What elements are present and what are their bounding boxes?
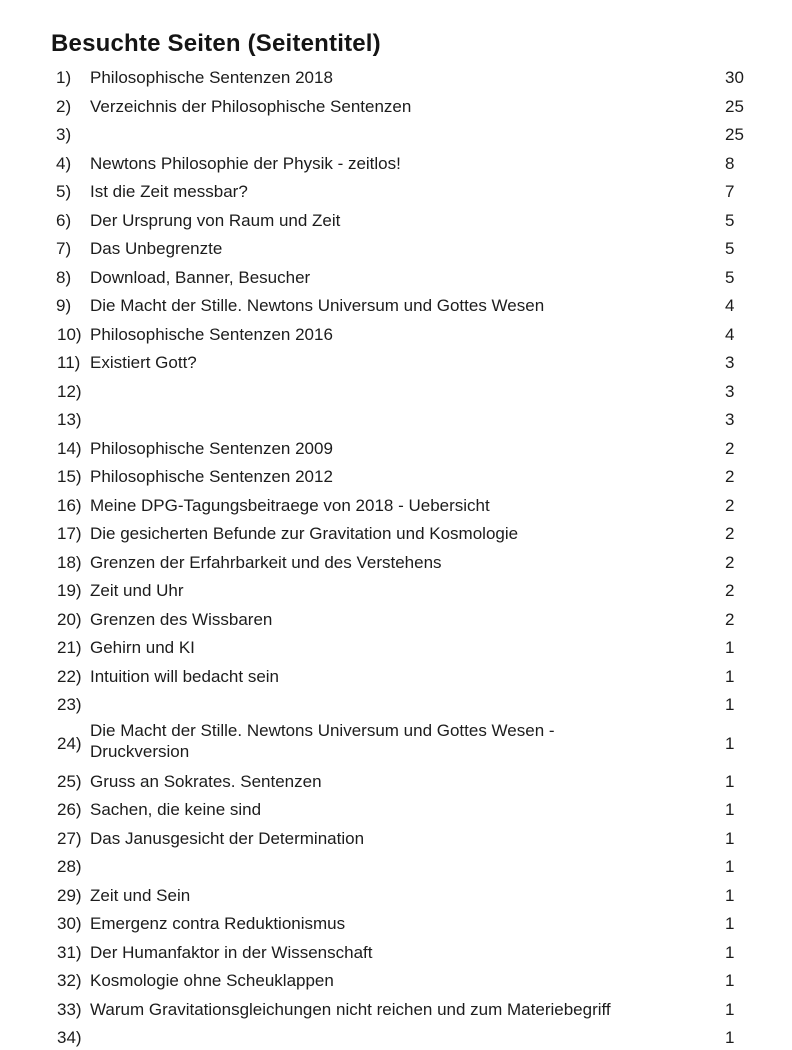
list-item <box>0 150 792 179</box>
rank-number: 2) <box>56 96 72 116</box>
rank-number: 22) <box>57 666 82 686</box>
list-item <box>0 634 792 663</box>
page-title-entry: Zeit und Sein <box>90 885 191 905</box>
visit-count: 3 <box>725 410 735 429</box>
list-item <box>0 378 792 407</box>
visit-count: 1 <box>725 999 735 1019</box>
visit-count: 1 <box>725 666 735 686</box>
rank-number: 21) <box>57 638 82 657</box>
page-title-entry: Warum Gravitationsgleichungen nicht reichen und zum Materiebegriff <box>90 999 611 1019</box>
list-item <box>0 768 792 797</box>
rank-number: 12) <box>57 381 82 401</box>
visit-count: 1 <box>725 914 735 933</box>
visit-count: 2 <box>725 467 735 486</box>
rank-number: 32) <box>57 971 82 990</box>
rank-number: 27) <box>57 828 82 848</box>
visit-count: 25 <box>725 96 744 116</box>
visit-count: 5 <box>725 267 735 287</box>
rank-number: 1) <box>56 68 72 87</box>
visit-count: 2 <box>725 552 735 572</box>
visit-count: 3 <box>725 353 735 372</box>
list-item <box>0 910 792 939</box>
page-title-entry: Das Janusgesicht der Determination <box>90 828 365 848</box>
visit-count: 25 <box>725 125 744 144</box>
page-title-entry: Grenzen der Erfahrbarkeit und des Verstehens <box>90 552 442 572</box>
list-item <box>0 406 792 435</box>
visit-count: 1 <box>725 942 735 962</box>
rank-number: 31) <box>57 942 82 962</box>
rank-number: 30) <box>57 914 82 933</box>
visit-count: 2 <box>725 524 735 543</box>
visit-count: 1 <box>725 885 735 905</box>
visit-count: 1 <box>725 971 735 990</box>
visit-count: 1 <box>725 733 735 753</box>
rank-number: 19) <box>57 581 82 600</box>
visit-count: 3 <box>725 381 735 401</box>
rank-number: 7) <box>56 239 72 258</box>
list-item <box>0 235 792 264</box>
list-item <box>0 1024 792 1050</box>
page-title-entry: Existiert Gott? <box>90 353 197 372</box>
list-item <box>0 178 792 207</box>
page-title-entry: Die Macht der Stille. Newtons Universum und Gottes Wesen - Druckversion <box>90 720 555 761</box>
list-item <box>0 264 792 293</box>
page-title-entry: Verzeichnis der Philosophische Sentenzen <box>90 96 412 116</box>
list-item <box>0 292 792 321</box>
list-item <box>0 492 792 521</box>
list-item <box>0 435 792 464</box>
rank-number: 33) <box>57 999 82 1019</box>
rank-number: 3) <box>56 125 72 144</box>
rank-number: 10) <box>57 324 82 344</box>
rank-number: 25) <box>57 771 82 791</box>
visit-count: 2 <box>725 581 735 600</box>
page-title-entry: Das Unbegrenzte <box>90 239 223 258</box>
list-item <box>0 939 792 968</box>
list-item <box>0 663 792 692</box>
page-title-entry: Download, Banner, Besucher <box>90 267 311 287</box>
visit-count: 2 <box>725 609 735 629</box>
rank-number: 5) <box>56 182 72 201</box>
rank-number: 11) <box>57 353 81 372</box>
visit-count: 1 <box>725 800 735 819</box>
list-item <box>0 64 792 93</box>
visit-count: 7 <box>725 182 735 201</box>
rank-number: 13) <box>57 410 82 429</box>
list-item <box>0 967 792 996</box>
list-item <box>0 577 792 606</box>
rank-number: 14) <box>57 438 82 458</box>
visit-count: 1 <box>725 638 735 657</box>
visit-count: 2 <box>725 495 735 515</box>
list-item <box>0 93 792 122</box>
list-item <box>0 321 792 350</box>
list-item <box>0 691 792 720</box>
visited-pages-list <box>0 64 792 1050</box>
list-item <box>0 463 792 492</box>
page-title: Besuchte Seiten (Seitentitel) <box>51 30 381 57</box>
rank-number: 23) <box>57 695 82 714</box>
rank-number: 9) <box>56 296 72 315</box>
rank-number: 28) <box>57 857 82 876</box>
list-item <box>0 796 792 825</box>
visit-count: 4 <box>725 324 735 344</box>
list-item <box>0 853 792 882</box>
rank-number: 17) <box>57 524 82 543</box>
list-item <box>0 996 792 1025</box>
page-title-entry: Die gesicherten Befunde zur Gravitation und Kosmologie <box>90 524 519 543</box>
page-title-entry: Newtons Philosophie der Physik - zeitlos! <box>90 153 401 173</box>
rank-number: 18) <box>57 552 82 572</box>
visit-count: 8 <box>725 153 735 173</box>
page-title-entry: Philosophische Sentenzen 2016 <box>90 324 333 344</box>
list-item <box>0 882 792 911</box>
list-item <box>0 349 792 378</box>
rank-number: 29) <box>57 885 82 905</box>
rank-number: 26) <box>57 800 82 819</box>
rank-number: 24) <box>57 733 82 753</box>
visit-count: 5 <box>725 239 735 258</box>
visit-count: 1 <box>725 771 735 791</box>
list-item <box>0 121 792 150</box>
visit-count: 1 <box>725 857 735 876</box>
page-title-entry: Intuition will bedacht sein <box>90 666 280 686</box>
visit-count: 4 <box>725 296 735 315</box>
page-title-entry: Philosophische Sentenzen 2009 <box>90 438 333 458</box>
rank-number: 15) <box>57 467 82 486</box>
list-item <box>0 520 792 549</box>
list-item <box>0 207 792 236</box>
rank-number: 4) <box>56 153 72 173</box>
rank-number: 8) <box>56 267 72 287</box>
page-title-entry: Philosophische Sentenzen 2018 <box>90 68 333 87</box>
page-title-entry: Ist die Zeit messbar? <box>90 182 248 201</box>
visit-count: 1 <box>725 1028 735 1047</box>
page-title-entry: Gruss an Sokrates. Sentenzen <box>90 771 322 791</box>
page-title-entry: Meine DPG-Tagungsbeitraege von 2018 - Uebersicht <box>90 495 490 515</box>
page-title-entry: Der Humanfaktor in der Wissenschaft <box>90 942 373 962</box>
rank-number: 20) <box>57 609 82 629</box>
page-title-entry: Der Ursprung von Raum und Zeit <box>90 210 341 230</box>
page-title-entry: Grenzen des Wissbaren <box>90 609 273 629</box>
page-title-entry: Die Macht der Stille. Newtons Universum und Gottes Wesen <box>90 296 545 315</box>
list-item <box>0 825 792 854</box>
rank-number: 34) <box>57 1028 82 1047</box>
rank-number: 16) <box>57 495 82 515</box>
page-title-entry: Gehirn und KI <box>90 638 195 657</box>
visit-count: 5 <box>725 210 735 230</box>
visit-count: 1 <box>725 695 735 714</box>
page-title-entry: Kosmologie ohne Scheuklappen <box>90 971 334 990</box>
page-title-entry: Sachen, die keine sind <box>90 800 262 819</box>
page-title-entry: Philosophische Sentenzen 2012 <box>90 467 333 486</box>
visit-count: 30 <box>725 68 744 87</box>
rank-number: 6) <box>56 210 72 230</box>
page-title-entry: Zeit und Uhr <box>90 581 184 600</box>
list-item <box>0 606 792 635</box>
list-item <box>0 549 792 578</box>
list-item <box>0 720 792 768</box>
visit-count: 1 <box>725 828 735 848</box>
visit-count: 2 <box>725 438 735 458</box>
page-title-entry: Emergenz contra Reduktionismus <box>90 914 346 933</box>
